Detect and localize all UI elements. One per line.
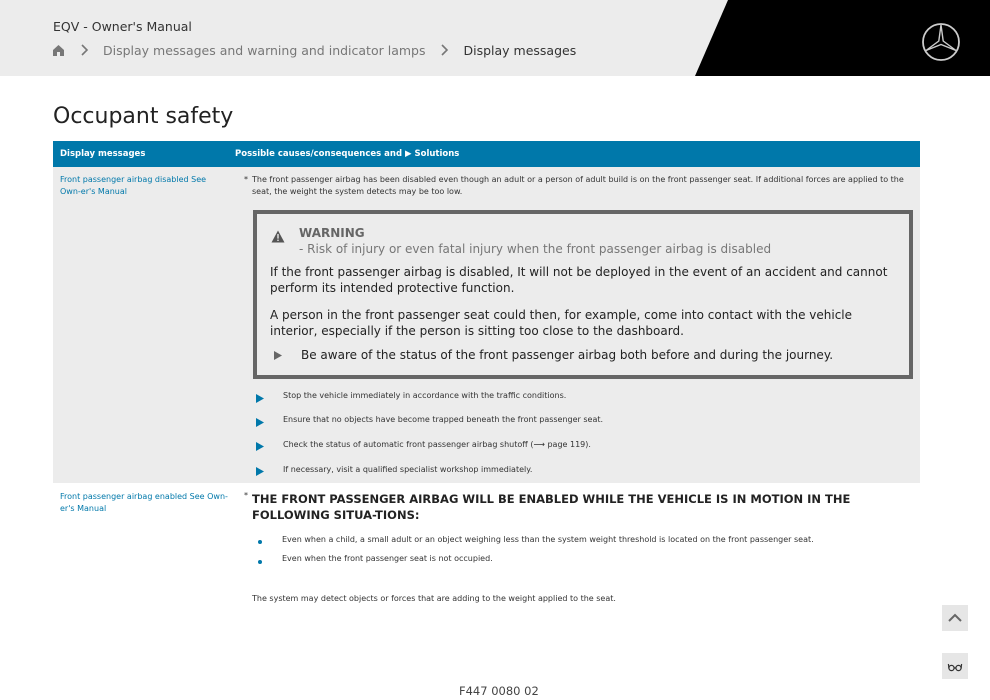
brand-logo-icon bbox=[921, 22, 961, 62]
footer-image-code: F447 0080 02 bbox=[459, 684, 539, 698]
column-header-display-messages: Display messages bbox=[60, 149, 146, 159]
solution-step: If necessary, visit a qualified specialist workshop immediately. bbox=[283, 465, 533, 474]
solution-step: Check the status of automatic front passenger airbag shutoff (⟶ page 119). bbox=[283, 440, 591, 449]
warning-triangle-icon bbox=[271, 230, 285, 243]
link-airbag-enabled[interactable]: Front passenger airbag enabled See Own-er's Manual bbox=[60, 492, 228, 513]
arrow-bullet-icon bbox=[256, 418, 264, 427]
scroll-to-top-button[interactable] bbox=[942, 605, 968, 631]
chevron-up-icon bbox=[942, 605, 968, 631]
breadcrumb-item-warning-lamps[interactable]: Display messages and warning and indicator lamps bbox=[103, 42, 426, 58]
solution-step: Stop the vehicle immediately in accordance with the traffic conditions. bbox=[283, 391, 567, 400]
accessibility-button[interactable] bbox=[942, 653, 968, 679]
arrow-bullet-icon bbox=[274, 351, 282, 360]
list-bullet bbox=[258, 560, 262, 564]
breadcrumb bbox=[52, 42, 576, 58]
list-bullet bbox=[258, 540, 262, 544]
chevron-right-icon bbox=[440, 44, 449, 56]
glasses-icon bbox=[942, 653, 968, 679]
arrow-bullet-icon bbox=[256, 394, 264, 403]
app-title: EQV - Owner's Manual bbox=[53, 19, 192, 34]
cause-text: The front passenger airbag has been disabled even though an adult or a person of adult build is on the front passenger seat. If additional forces are applied to the seat, the weight the system detects may be too low. bbox=[252, 175, 904, 196]
page-header bbox=[0, 0, 990, 76]
warning-title: WARNING bbox=[299, 226, 365, 240]
warning-paragraph: If the front passenger airbag is disabled, It will not be deployed in the event of an accident and cannot perform its intended protective function. bbox=[270, 265, 888, 295]
chevron-right-icon bbox=[80, 44, 89, 56]
list-item: Even when a child, a small adult or an object weighing less than the system weight threshold is located on the front passenger seat. bbox=[282, 535, 814, 544]
link-airbag-disabled[interactable]: Front passenger airbag disabled See Own-er's Manual bbox=[60, 175, 207, 196]
breadcrumb-item-display-messages[interactable]: Display messages bbox=[463, 42, 577, 58]
arrow-bullet-icon bbox=[256, 467, 264, 476]
table-row bbox=[53, 167, 920, 483]
column-header-causes: Possible causes/consequences and ▶ Solutions bbox=[235, 149, 460, 159]
list-item: Even when the front passenger seat is not occupied. bbox=[282, 554, 493, 563]
warning-action: Be aware of the status of the front passenger airbag both before and during the journey. bbox=[301, 348, 834, 362]
table-row bbox=[53, 483, 920, 613]
solution-step: Ensure that no objects have become trapped beneath the front passenger seat. bbox=[283, 415, 604, 424]
page-title: Occupant safety bbox=[53, 104, 234, 129]
table-header bbox=[53, 141, 920, 167]
warning-subtitle: - Risk of injury or even fatal injury when the front passenger airbag is disabled bbox=[299, 242, 772, 256]
system-note: The system may detect objects or forces that are adding to the weight applied to the seat. bbox=[252, 594, 616, 603]
warning-paragraph: A person in the front passenger seat could then, for example, come into contact with the vehicle interior, especially if the person is sitting too close to the dashboard. bbox=[270, 308, 853, 338]
list-marker: * bbox=[244, 491, 248, 500]
list-marker: * bbox=[244, 175, 248, 184]
warning-box bbox=[253, 210, 913, 379]
home-icon[interactable] bbox=[52, 44, 65, 57]
situation-heading: THE FRONT PASSENGER AIRBAG WILL BE ENABLED WHILE THE VEHICLE IS IN MOTION IN THE FOLLOWING SITUA-TIONS: bbox=[252, 492, 851, 522]
arrow-bullet-icon bbox=[256, 442, 264, 451]
